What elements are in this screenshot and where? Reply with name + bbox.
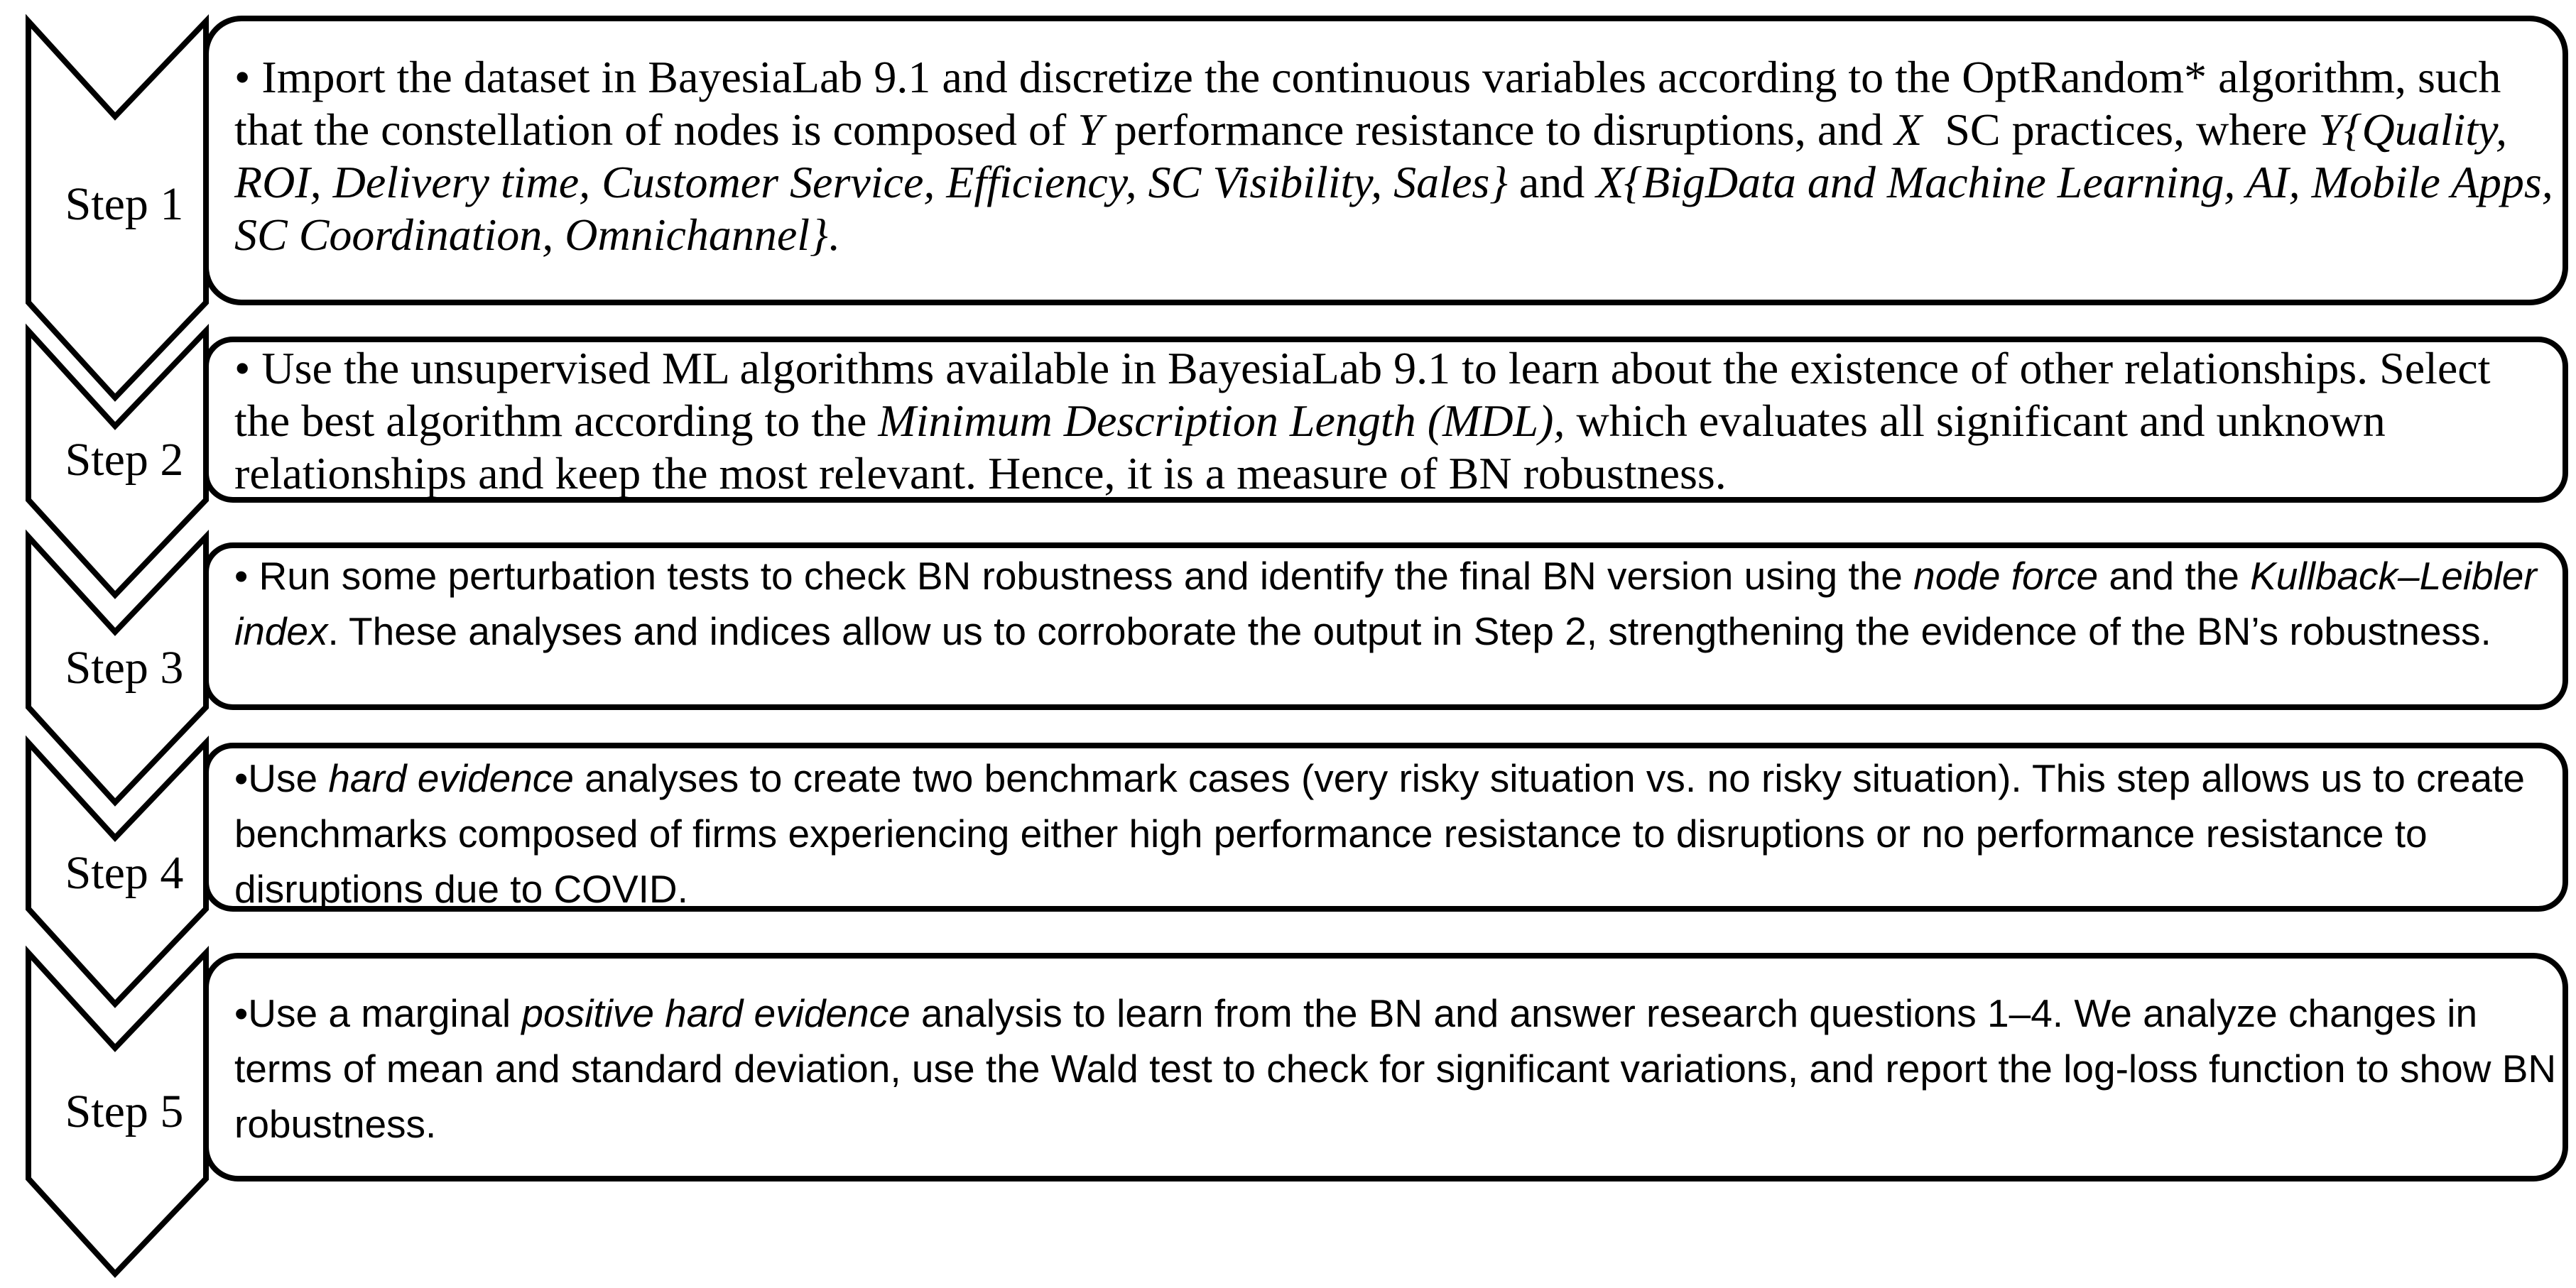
step-1-label: Step 1 [65, 178, 184, 230]
text-segment: analysis to learn from the BN and answer research questions 1–4. We analyze changes in terms of mean and standard deviation, use the Wald test to check for significant variations, and report the log-loss function to show BN robustness. [234, 991, 2567, 1146]
italic-term: Y{Quality, ROI, Delivery time, Customer Service, Efficiency, SC Visibility, Sales} [234, 104, 2518, 207]
step-1-text [234, 51, 2565, 261]
text-segment: SC practices, where [1922, 104, 2319, 155]
step-4-text [234, 751, 2557, 917]
step-2-label: Step 2 [65, 434, 184, 486]
text-segment: and [1507, 157, 1597, 207]
italic-term: X{BigData and Machine Learning, AI, Mobile Apps, SC Coordination, Omnichannel} [234, 157, 2565, 260]
italic-term: Minimum Description Length (MDL), [878, 395, 1565, 446]
italic-term: node force [1913, 554, 2099, 598]
italic-term: Y [1077, 104, 1103, 155]
italic-term: hard evidence [328, 756, 574, 800]
step-5-text [234, 986, 2567, 1152]
text-segment: •Use a marginal [234, 991, 522, 1035]
step-3-text [234, 548, 2557, 659]
text-segment: • Import the dataset in BayesiaLab 9.1 and discretize the continuous variables according to the OptRandom* algorithm, such that the constellation of nodes is composed of [234, 52, 2513, 155]
text-segment: performance resistance to disruptions, and [1102, 104, 1895, 155]
italic-term: Kullback–Leibler index [234, 554, 2548, 653]
text-segment: • Run some perturbation tests to check BN robustness and identify the final BN version using the [234, 554, 1914, 598]
text-segment: . These analyses and indices allow us to corroborate the output in Step 2, strengthening the evidence of the BN’s robustness. [327, 609, 2491, 653]
italic-term: X [1894, 104, 1923, 155]
text-segment: • Use the unsupervised ML algorithms available in BayesiaLab 9.1 to learn about the existence of other relationships. Select the best algorithm according to the [234, 343, 2502, 446]
step-3-label: Step 3 [65, 642, 184, 694]
text-segment: analyses to create two benchmark cases (very risky situation vs. no risky situation). This step allows us to create benchmarks composed of firms experiencing either high performance resistance to disruptions or no performance resistance to disruptions due to COVID. [234, 756, 2536, 911]
text-segment: which evaluates all significant and unknown relationships and keep the most relevant. Hence, it is a measure of BN robustness. [234, 395, 2397, 498]
step-5-label: Step 5 [65, 1086, 184, 1137]
step-4-label: Step 4 [65, 847, 184, 899]
text-segment: and the [2098, 554, 2251, 598]
step-2-text [234, 342, 2557, 500]
text-segment: . [827, 209, 839, 260]
text-segment: •Use [234, 756, 329, 800]
italic-term: positive hard evidence [521, 991, 911, 1035]
